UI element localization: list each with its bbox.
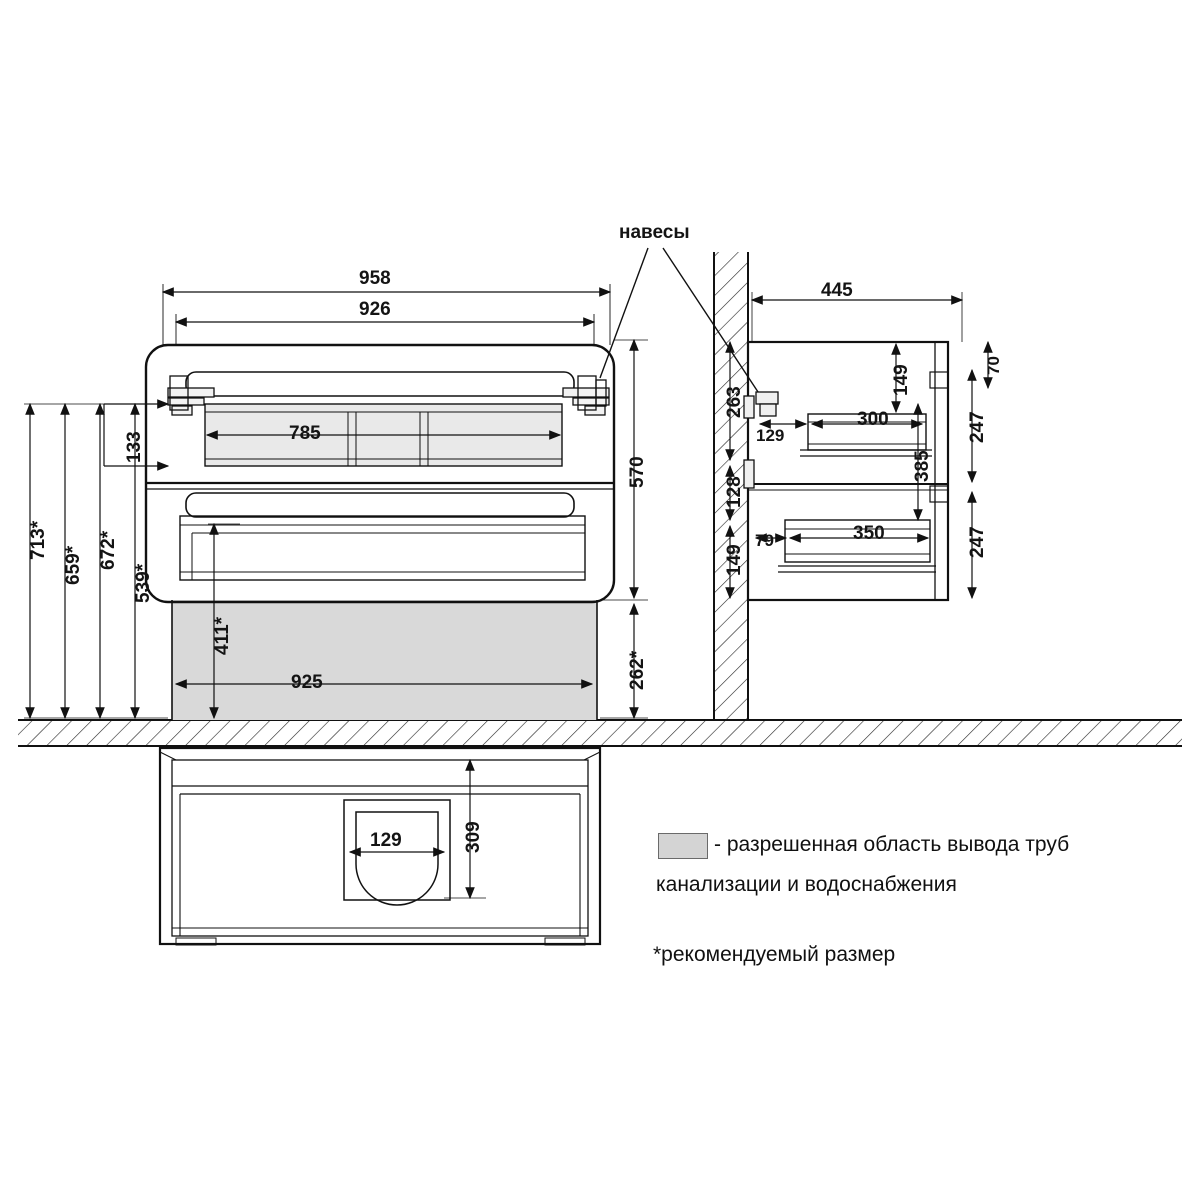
- front-view-cabinet: [146, 345, 614, 720]
- dim-300: 300: [857, 409, 889, 430]
- dim-385: 385: [912, 450, 933, 482]
- dim-350: 350: [853, 523, 885, 544]
- dim-672: 672*: [98, 530, 119, 570]
- dim-958: 958: [359, 268, 391, 289]
- dim-128: 128: [724, 476, 745, 508]
- legend-line-2: канализации и водоснабжения: [656, 873, 957, 896]
- dim-659: 659*: [63, 545, 84, 585]
- dim-129-side: 129: [756, 426, 785, 445]
- hinges-callout-label: навесы: [619, 222, 690, 243]
- dim-262: 262*: [627, 650, 648, 690]
- dim-149-top: 149: [891, 364, 912, 396]
- dim-70: 70: [984, 356, 1003, 375]
- dim-785: 785: [289, 423, 321, 444]
- legend-swatch: [658, 833, 708, 859]
- dim-926: 926: [359, 299, 391, 320]
- dim-133: 133: [124, 431, 145, 463]
- dim-247-bottom: 247: [967, 526, 988, 558]
- dim-570: 570: [627, 456, 648, 488]
- dim-129-top: 129: [370, 830, 402, 851]
- dim-149-left: 149: [724, 544, 745, 576]
- dim-263: 263: [724, 386, 745, 418]
- dim-247-top: 247: [967, 411, 988, 443]
- floor-hatch: [18, 720, 1182, 746]
- dim-539: 539*: [133, 563, 154, 603]
- dim-79: 79: [755, 531, 774, 550]
- legend-line-1: - разрешенная область вывода труб: [714, 833, 1070, 856]
- dim-713: 713*: [28, 520, 49, 560]
- dim-445: 445: [821, 280, 853, 301]
- dim-925: 925: [291, 672, 323, 693]
- legend-footnote: *рекомендуемый размер: [653, 943, 896, 966]
- dim-411: 411*: [212, 616, 233, 655]
- dim-309: 309: [463, 821, 484, 853]
